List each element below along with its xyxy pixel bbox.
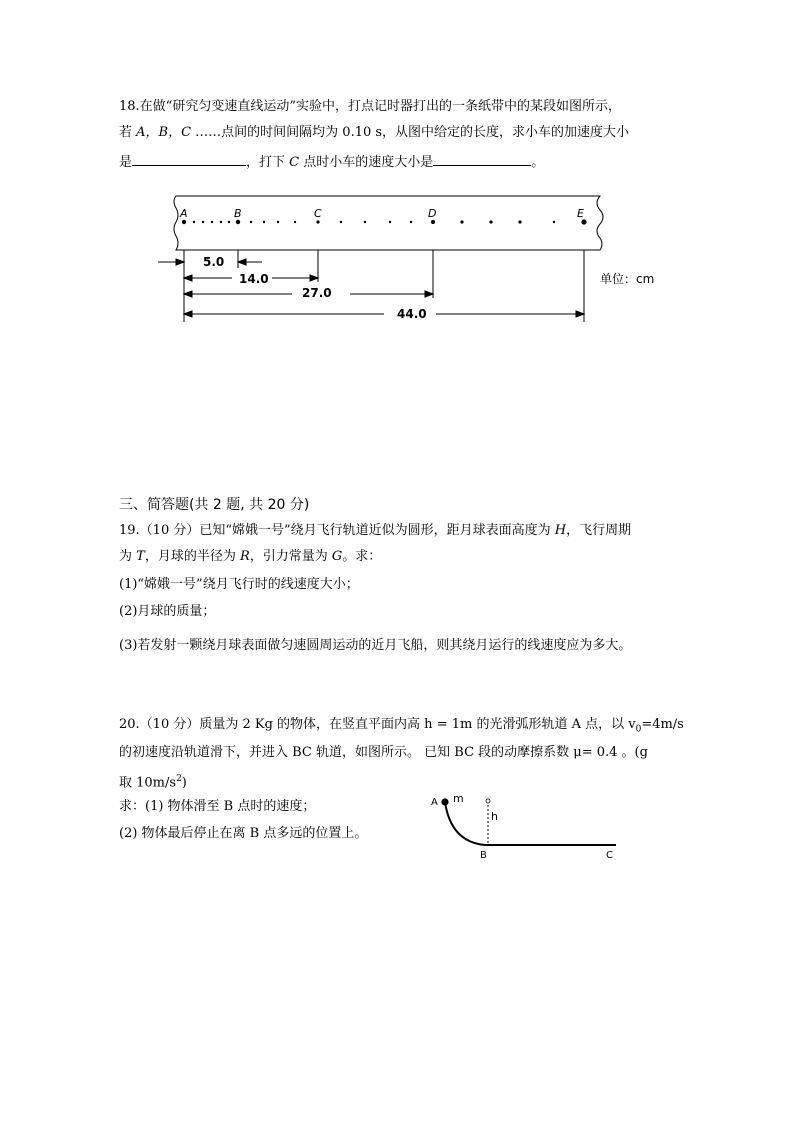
label-A2: A bbox=[431, 797, 438, 808]
q20-ask-2: (2) 物体最后停止在离 B 点多远的位置上。 bbox=[119, 826, 368, 841]
arc-track bbox=[445, 802, 485, 845]
label-B: B bbox=[234, 207, 242, 220]
label-B2: B bbox=[480, 850, 487, 861]
q19-line-2: 为 T，月球的半径为 R，引力常量为 G。求： bbox=[119, 549, 382, 564]
label-D: D bbox=[428, 207, 437, 220]
q19-sub-2: (2)月球的质量； bbox=[119, 604, 216, 619]
dist-5: 5.0 bbox=[203, 255, 225, 269]
q19-sub-1: (1)“嫦娥一号”绕月飞行时的线速度大小； bbox=[119, 577, 359, 592]
unit-label: 单位：cm bbox=[600, 272, 655, 286]
height-top-marker bbox=[486, 799, 490, 803]
dot-C bbox=[316, 220, 319, 223]
tape-dots bbox=[182, 219, 587, 224]
q18-line-3: 是 ，打下 C 点时小车的速度大小是 。 bbox=[119, 152, 544, 172]
dot-D bbox=[431, 220, 435, 224]
label-h: h bbox=[491, 810, 498, 823]
label-A: A bbox=[180, 207, 188, 220]
q18-line-2: 若 A，B，C ……点间的时间间隔均为 0.10 s，从图中给定的长度，求小车的加速度大小 bbox=[119, 125, 630, 140]
dot-B bbox=[236, 220, 240, 224]
q18-points: A，B，C bbox=[136, 125, 192, 140]
dist-44: 44.0 bbox=[397, 307, 427, 321]
q20-line-1: 20.（10 分）质量为 2 Kg 的物体，在竖直平面内高 h = 1m 的光滑弧形轨道 A 点，以 $v_0=4m/s$ bbox=[119, 717, 684, 735]
dist-27: 27.0 bbox=[302, 286, 332, 300]
mass-ball bbox=[441, 798, 448, 805]
section-3-title: 三、简答题(共 2 题, 共 20 分) bbox=[119, 497, 310, 513]
q20-ask-1: 求：(1) 物体滑至 B 点时的速度； bbox=[119, 799, 316, 814]
label-C: C bbox=[314, 207, 322, 220]
q19-sub-3: (3)若发射一颗绕月球表面做匀速圆周运动的近月飞船，则其绕月运行的线速度应为多大。 bbox=[119, 638, 632, 653]
q20-line-2: 的初速度沿轨道滑下，并进入 BC 轨道，如图所示。 已知 BC 段的动摩擦系数 μ= 0.4 。(g bbox=[119, 745, 648, 760]
q19-line-1: 19.（10 分）已知“嫦娥一号”绕月飞行轨道近似为圆形，距月球表面高度为 H，飞行周期 bbox=[119, 523, 632, 538]
q20-line-3: 取 $10m/s^2$) bbox=[119, 774, 187, 791]
label-C2: C bbox=[606, 850, 613, 861]
label-m: m bbox=[453, 792, 464, 805]
q18-line-1: 18.在做“研究匀变速直线运动”实验中，打点记时器打出的一条纸带中的某段如图所示， bbox=[119, 99, 621, 114]
ticker-tape-figure bbox=[0, 0, 794, 340]
label-E: E bbox=[577, 207, 584, 220]
dot-A bbox=[182, 220, 186, 224]
dist-14: 14.0 bbox=[239, 272, 269, 286]
track-figure bbox=[425, 792, 625, 862]
dot-E bbox=[581, 219, 586, 224]
